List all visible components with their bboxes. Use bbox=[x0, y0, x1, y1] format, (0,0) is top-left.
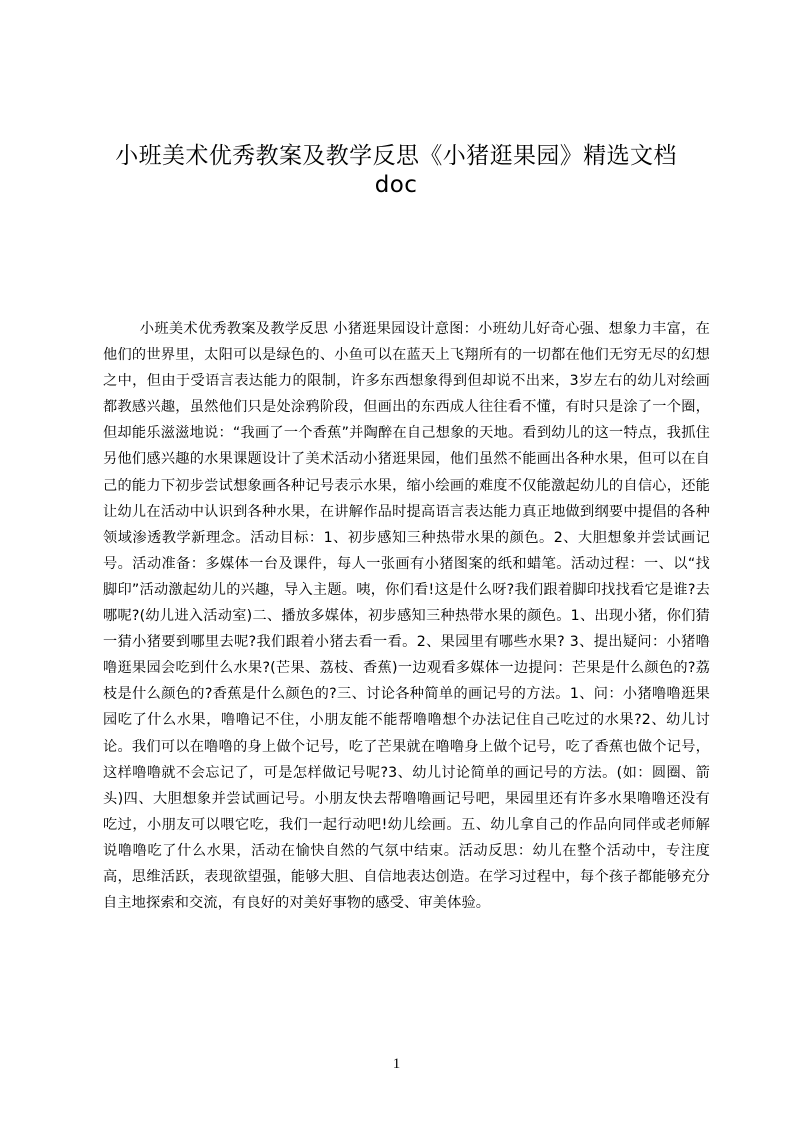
page-number: 1 bbox=[392, 1056, 401, 1072]
document-body-paragraph: 小班美术优秀教案及教学反思 小猪逛果园设计意图：小班幼儿好奇心强、想象力丰富，在他们的世界里，太阳可以是绿色的、小鱼可以在蓝天上飞翔所有的一切都在他们无穷无尽的幻想之中，但由于受语言表达能力的限制，许多东西想象得到但却说不出来，3岁左右的幼儿对绘画都教感兴趣，虽然他们只是处涂鸦阶段，但画出的东西成人往往看不懂，有时只是涂了一个圈，但却能乐滋滋地说：“我画了一个香蕉”并陶醉在自己想象的天地。看到幼儿的这一特点，我抓住另他们感兴趣的水果课题设计了美术活动小猪逛果园，他们虽然不能画出各种水果，但可以在自己的能力下初步尝试想象画各种记号表示水果，缩小绘画的难度不仅能激起幼儿的自信心，还能让幼儿在活动中认识到各种水果，在讲解作品时提高语言表达能力真正地做到纲要中提倡的各种领域渗透教学新理念。活动目标：1、初步感知三种热带水果的颜色。2、大胆想象并尝试画记号。活动准备：多媒体一台及课件，每人一张画有小猪图案的纸和蜡笔。活动过程：一、以“找脚印”活动激起幼儿的兴趣，导入主题。咦，你们看!这是什么呀?我们跟着脚印找找看它是谁?去哪呢?(幼儿进入活动室)二、播放多媒体，初步感知三种热带水果的颜色。1、出现小猪，你们猜一猜小猪要到哪里去呢?我们跟着小猪去看一看。2、果园里有哪些水果? 3、提出疑问：小猪噜噜逛果园会吃到什么水果?(芒果、荔枝、香蕉)一边观看多媒体一边提问：芒果是什么颜色的?荔枝是什么颜色的?香蕉是什么颜色的?三、讨论各种简单的画记号的方法。1、问：小猪噜噜逛果园吃了什么水果，噜噜记不住，小朋友能不能帮噜噜想个办法记住自己吃过的水果?2、幼儿讨论。我们可以在噜噜的身上做个记号，吃了芒果就在噜噜身上做个记号，吃了香蕉也做个记号，这样噜噜就不会忘记了，可是怎样做记号呢?3、幼儿讨论简单的画记号的方法。(如：圆圈、箭头)四、大胆想象并尝试画记号。小朋友快去帮噜噜画记号吧，果园里还有许多水果噜噜还没有吃过，小朋友可以喂它吃，我们一起行动吧!幼儿绘画。五、幼儿拿自己的作品向同伴或老师解说噜噜吃了什么水果，活动在愉快自然的气氛中结束。活动反思：幼儿在整个活动中，专注度高，思维活跃，表现欲望强，能够大胆、自信地表达创造。在学习过程中，每个孩子都能够充分自主地探索和交流，有良好的对美好事物的感受、审美体验。 bbox=[103, 321, 710, 912]
document-title: 小班美术优秀教案及教学反思《小猪逛果园》精选文档doc bbox=[115, 143, 677, 198]
